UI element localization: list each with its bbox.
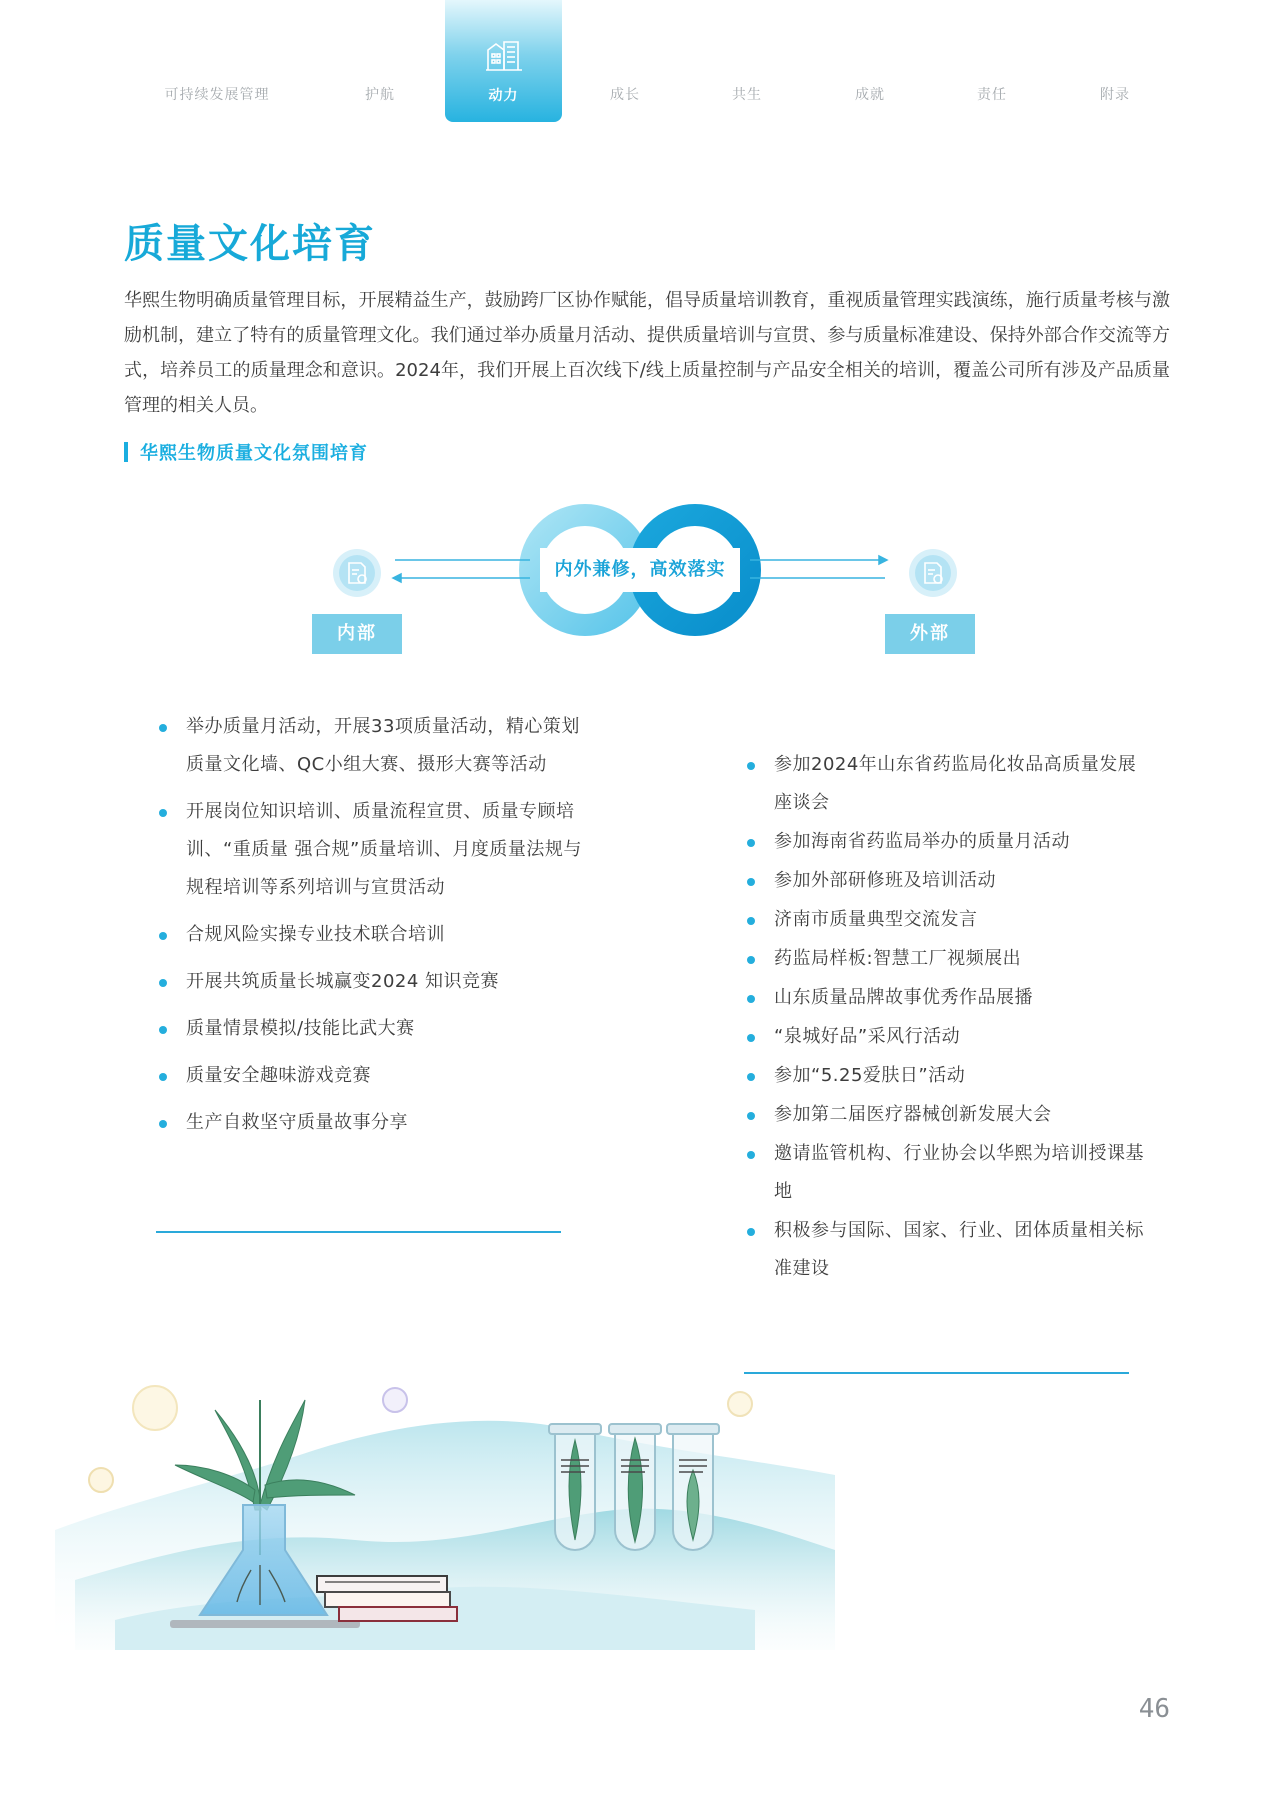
page-number: 46 [1138,1694,1170,1724]
nav-item-dongli: 动力 [488,88,519,104]
list-item: 举办质量月活动，开展33项质量活动，精心策划质量文化墙、QC小组大赛、摄形大赛等活动 [156,708,586,784]
list-item: 生产自救坚守质量故事分享 [156,1104,586,1142]
list-item: 参加“5.25爱肤日”活动 [744,1057,1144,1095]
subheading-text: 华熙生物质量文化氛围培育 [140,443,368,464]
list-item: 积极参与国际、国家、行业、团体质量相关标准建设 [744,1212,1144,1288]
right-divider [744,1372,1129,1374]
books-icon [317,1576,457,1621]
page-title: 质量文化培育 [124,221,376,267]
right-arrows [750,556,887,578]
list-item: 参加海南省药监局举办的质量月活动 [744,823,1144,861]
list-item: 开展共筑质量长城赢变2024 知识竞赛 [156,963,586,1001]
internal-external-diagram [280,500,1000,670]
list-item: 参加第二届医疗器械创新发展大会 [744,1096,1144,1134]
building-icon [485,38,523,72]
top-navigation [0,0,1280,130]
nav-item-gongsheng[interactable]: 共生 [732,87,762,103]
nav-item-huhang[interactable]: 护航 [365,87,395,103]
external-label: 外部 [885,614,975,654]
left-divider [156,1231,561,1233]
list-item: 质量情景模拟/技能比武大赛 [156,1010,586,1048]
nav-item-chengjiu[interactable]: 成就 [855,87,885,103]
nav-item-fulu[interactable]: 附录 [1100,87,1130,103]
left-document-icon [332,548,382,598]
list-item: 质量安全趣味游戏竞赛 [156,1057,586,1095]
external-activities-list [744,746,1144,1289]
nav-active-tab[interactable] [445,0,562,122]
left-arrows [393,560,530,582]
list-item: 邀请监管机构、行业协会以华熙为培训授课基地 [744,1135,1144,1211]
list-item: “泉城好品”采风行活动 [744,1018,1144,1056]
internal-activities-list [156,708,586,1151]
list-item: 参加2024年山东省药监局化妆品高质量发展座谈会 [744,746,1144,822]
right-document-icon [908,548,958,598]
internal-label: 内部 [312,614,402,654]
subheading-bar [124,442,128,462]
section-subheading [124,440,368,464]
list-item: 药监局样板:智慧工厂视频展出 [744,940,1144,978]
list-item: 参加外部研修班及培训活动 [744,862,1144,900]
list-item: 合规风险实操专业技术联合培训 [156,916,586,954]
list-item: 济南市质量典型交流发言 [744,901,1144,939]
nav-item-zeren[interactable]: 责任 [977,87,1007,103]
nav-item-chengzhang[interactable]: 成长 [610,87,640,103]
diagram-center-label: 内外兼修，高效落实 [540,548,740,592]
nav-item-sustainability[interactable]: 可持续发展管理 [164,87,270,103]
intro-paragraph: 华熙生物明确质量管理目标，开展精益生产，鼓励跨厂区协作赋能，倡导质量培训教育，重视质量管理实践演练，施行质量考核与激励机制，建立了特有的质量管理文化。我们通过举办质量月活动、提供质量培训与宣贯、参与质量标准建设、保持外部合作交流等方式，培养员工的质量理念和意识。2024年，我们开展上百次线下/线上质量控制与产品安全相关的培训，覆盖公司所有涉及产品质量管理的相关人员。 [124,290,1170,416]
list-item: 开展岗位知识培训、质量流程宣贯、质量专顾培训、“重质量 强合规”质量培训、月度质量法规与规程培训等系列培训与宣贯活动 [156,793,586,907]
lab-illustration [55,1380,1005,1650]
list-item: 山东质量品牌故事优秀作品展播 [744,979,1144,1017]
